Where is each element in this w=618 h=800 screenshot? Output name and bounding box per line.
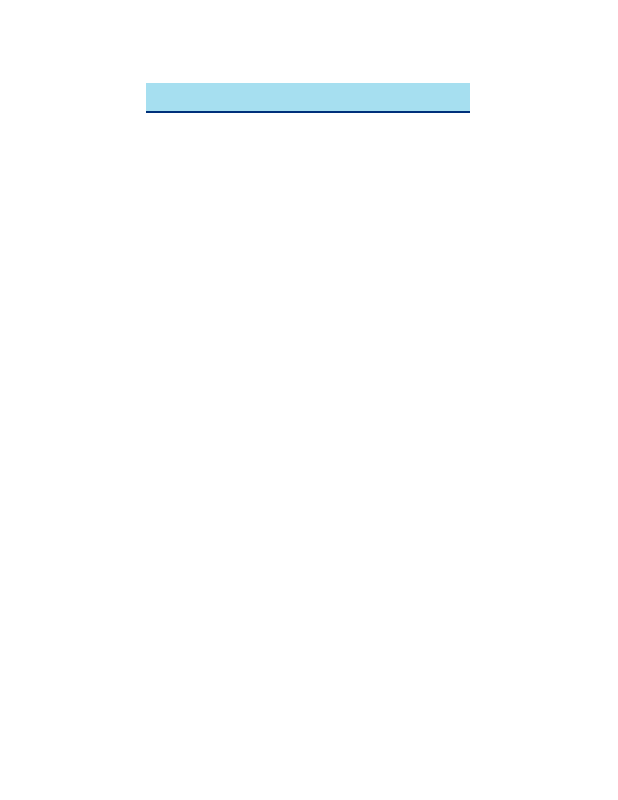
plan-line <box>30 44 60 59</box>
header-divider <box>146 111 470 113</box>
medical-plan-summary-table <box>146 83 470 435</box>
header-row-4 <box>146 104 470 111</box>
header-row-3 <box>146 97 470 104</box>
header-row-2 <box>146 90 470 97</box>
header-row-1 <box>146 83 470 90</box>
